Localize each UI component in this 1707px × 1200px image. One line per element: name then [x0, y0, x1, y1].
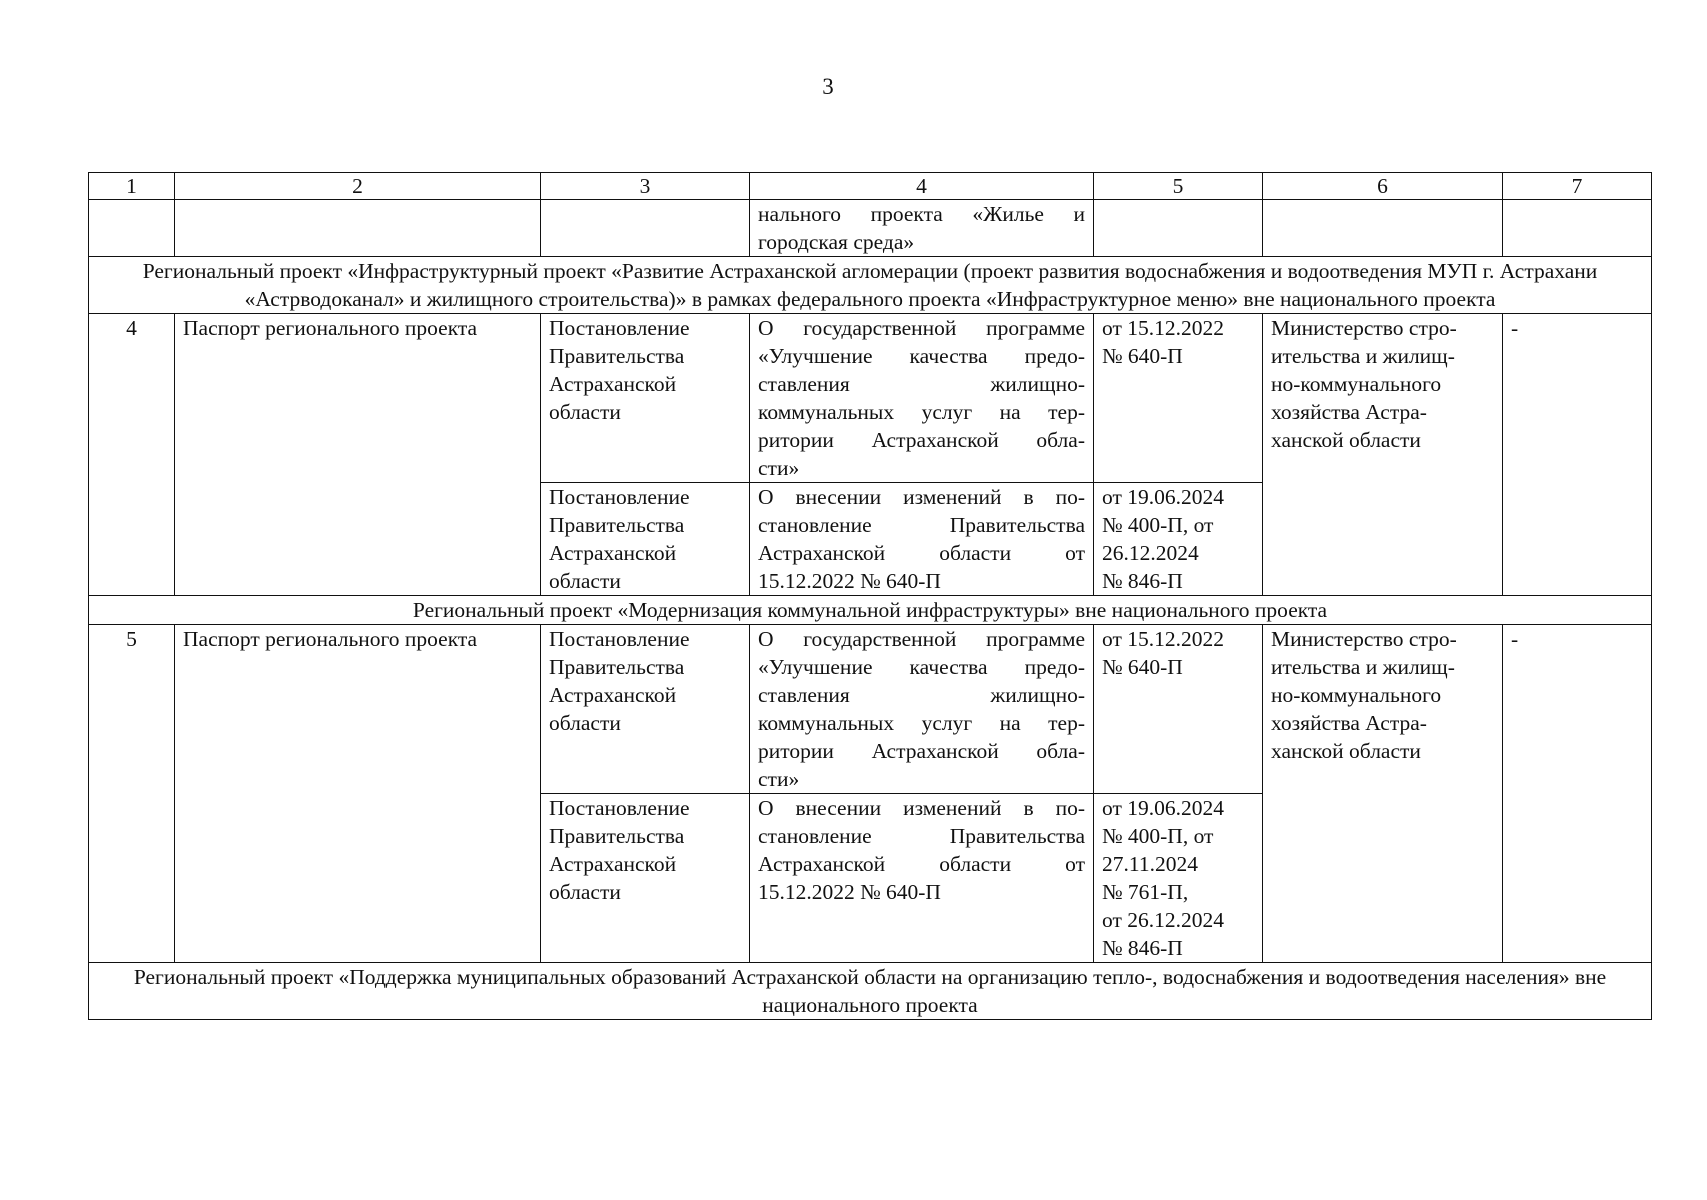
responsible-body-text: Министерство стро- ительства и жилищ- но-коммунального хозяйства Астра- ханской области: [1271, 316, 1457, 452]
act-issuer-text: Постановление Правительства Астраханской области: [549, 485, 690, 593]
note-cell: -: [1503, 625, 1652, 963]
text-line: О государственной программе: [758, 316, 1085, 340]
act-title-cell: [750, 794, 1094, 963]
act-issuer-text: Постановление Правительства Астраханской области: [549, 316, 690, 424]
act-date-text: от 19.06.2024 № 400-П, от 26.12.2024 № 846-П: [1102, 485, 1224, 593]
column-number-5: 5: [1094, 173, 1263, 200]
section-heading-row: [89, 963, 1652, 1020]
text-line: коммунальных услуг на тер-: [758, 400, 1085, 424]
text-line: 15.12.2022 № 640-П: [758, 880, 941, 904]
responsible-body-text: Министерство стро- ительства и жилищ- но-коммунального хозяйства Астра- ханской области: [1271, 627, 1457, 763]
text-line: нального проекта «Жилье и: [758, 202, 1085, 226]
act-title-cell: [750, 483, 1094, 596]
text-line: Астраханской области от: [758, 541, 1085, 565]
table-row: [89, 314, 1652, 483]
responsible-body-cell: [1263, 314, 1503, 596]
section-heading-utility-modernization: Региональный проект «Модернизация коммунальной инфраструктуры» вне национального проекта: [89, 596, 1652, 625]
text-line: О государственной программе: [758, 627, 1085, 651]
text-line: О внесении изменений в по-: [758, 796, 1085, 820]
responsible-body-cell: [1263, 625, 1503, 963]
text-line: О внесении изменений в по-: [758, 485, 1085, 509]
note-cell: -: [1503, 314, 1652, 596]
column-number-3: 3: [541, 173, 750, 200]
text-line: ставления жилищно-: [758, 372, 1085, 396]
text-line: ритории Астраханской обла-: [758, 739, 1085, 763]
text-line: городская среда»: [758, 230, 915, 254]
column-number-1: 1: [89, 173, 175, 200]
text-line: «Улучшение качества предо-: [758, 655, 1085, 679]
text-line: ритории Астраханской обла-: [758, 428, 1085, 452]
column-number-2: 2: [175, 173, 541, 200]
continuation-cell-1: [89, 200, 175, 257]
text-line: сти»: [758, 456, 800, 480]
text-line: становление Правительства: [758, 513, 1085, 537]
act-issuer-cell: [541, 483, 750, 596]
text-line: 15.12.2022 № 640-П: [758, 569, 941, 593]
registry-table: [88, 172, 1652, 1020]
continuation-row: [89, 200, 1652, 257]
text-line: ставления жилищно-: [758, 683, 1085, 707]
act-title-cell: [750, 625, 1094, 794]
table-row: [89, 625, 1652, 794]
act-issuer-cell: [541, 314, 750, 483]
act-date-cell: [1094, 314, 1263, 483]
continuation-act-title: [750, 200, 1094, 257]
act-date-cell: [1094, 483, 1263, 596]
act-date-text: от 15.12.2022 № 640-П: [1102, 627, 1224, 679]
text-line: «Улучшение качества предо-: [758, 344, 1085, 368]
document-type-cell: Паспорт регионального проекта: [175, 314, 541, 596]
act-date-cell: [1094, 794, 1263, 963]
section-heading-municipal-support: Региональный проект «Поддержка муниципальных образований Астраханской области на организацию тепло-, водоснабжения и водоотведения населения» вне национального проекта: [89, 963, 1652, 1020]
act-title-cell: [750, 314, 1094, 483]
text-line: Астраханской области от: [758, 852, 1085, 876]
section-heading-infrastructure-project: Региональный проект «Инфраструктурный проект «Развитие Астраханской агломерации (проект развития водоснабжения и водоотведения МУП г. Астрахани «Астрводоканал» и жилищного строительства)» в рамках федерального проекта «Инфраструктурное меню» вне национального проекта: [89, 257, 1652, 314]
continuation-cell-3: [541, 200, 750, 257]
page-number: 3: [822, 74, 834, 99]
row-number-cell: 4: [89, 314, 175, 596]
text-line: сти»: [758, 767, 800, 791]
act-date-text: от 15.12.2022 № 640-П: [1102, 316, 1224, 368]
continuation-cell-5: [1094, 200, 1263, 257]
column-number-row: [89, 173, 1652, 200]
continuation-cell-7: [1503, 200, 1652, 257]
continuation-cell-6: [1263, 200, 1503, 257]
act-date-text: от 19.06.2024 № 400-П, от 27.11.2024 № 761-П, от 26.12.2024 № 846-П: [1102, 796, 1224, 960]
act-issuer-cell: [541, 794, 750, 963]
column-number-7: 7: [1503, 173, 1652, 200]
act-issuer-cell: [541, 625, 750, 794]
document-type-cell: Паспорт регионального проекта: [175, 625, 541, 963]
section-heading-row: [89, 257, 1652, 314]
text-line: становление Правительства: [758, 824, 1085, 848]
continuation-cell-2: [175, 200, 541, 257]
act-issuer-text: Постановление Правительства Астраханской области: [549, 627, 690, 735]
row-number-cell: 5: [89, 625, 175, 963]
section-heading-row: [89, 596, 1652, 625]
column-number-4: 4: [750, 173, 1094, 200]
act-issuer-text: Постановление Правительства Астраханской области: [549, 796, 690, 904]
column-number-6: 6: [1263, 173, 1503, 200]
text-line: коммунальных услуг на тер-: [758, 711, 1085, 735]
act-date-cell: [1094, 625, 1263, 794]
